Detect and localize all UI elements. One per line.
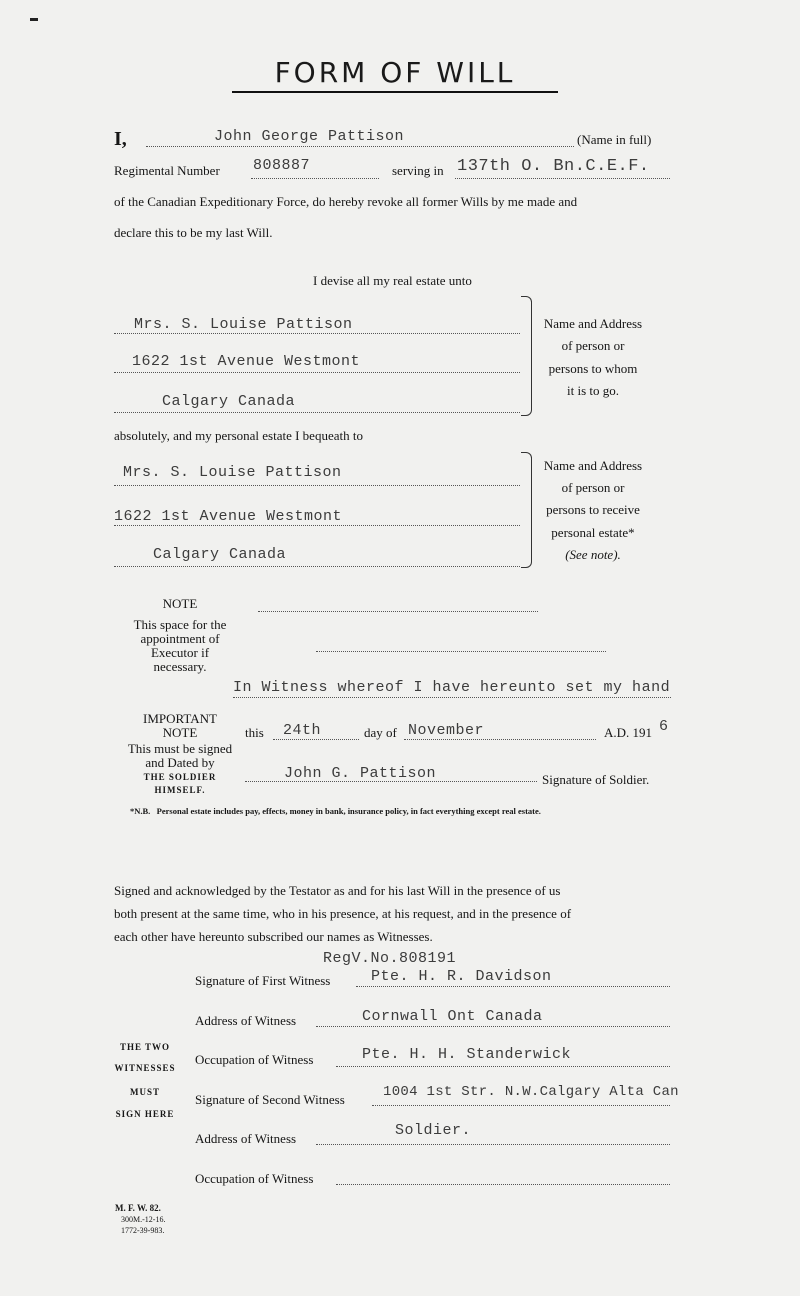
personal-estate-side-3: persons to receive xyxy=(546,502,640,517)
name-dotted-line xyxy=(146,146,574,147)
date-day-of-label: day of xyxy=(364,725,397,740)
two-witnesses-1: THE TWO xyxy=(119,1042,171,1052)
soldier-signature-label: Signature of Soldier. xyxy=(542,772,650,787)
date-day-dotted xyxy=(273,739,359,740)
executor-note-line-1: This space for the xyxy=(133,617,227,632)
personal-estate-line-1: Mrs. S. Louise Pattison xyxy=(123,464,342,481)
regimental-dotted-line xyxy=(251,178,379,179)
personal-estate-brace xyxy=(521,452,532,568)
scan-mark xyxy=(30,18,38,21)
real-estate-side-4: it is to go. xyxy=(566,383,619,398)
real-estate-dotted-3 xyxy=(114,412,520,413)
important-note-5: THE SOLDIER xyxy=(143,772,217,782)
first-witness-signature-value: Pte. H. R. Davidson xyxy=(371,968,552,985)
real-estate-dotted-1 xyxy=(114,333,520,334)
important-note-4: and Dated by xyxy=(145,755,215,770)
footnote: *N.B. Personal estate includes pay, effects, money in bank, insurance policy, in fact everything except real estate. xyxy=(130,806,541,816)
first-witness-occupation-dotted xyxy=(336,1066,670,1067)
personal-estate-side-2: of person or xyxy=(561,480,625,495)
first-witness-occupation-value: Pte. H. H. Standerwick xyxy=(362,1046,572,1063)
attestation-line-2: both present at the same time, who in his presence, at his request, and in the presence of xyxy=(114,906,572,921)
regimental-number: 808887 xyxy=(253,157,311,174)
form-code-3: 1772-39-983. xyxy=(121,1226,165,1235)
regimental-label: Regimental Number xyxy=(114,163,220,178)
second-witness-address-label: Address of Witness xyxy=(195,1131,297,1146)
witness-regt-no: RegV.No.808191 xyxy=(323,950,457,967)
form-code-2: 300M.-12-16. xyxy=(121,1215,166,1224)
second-witness-signature-value: 1004 1st Str. N.W.Calgary Alta Can xyxy=(383,1084,679,1100)
real-estate-dotted-2 xyxy=(114,372,520,373)
witness-whereof-line: In Witness whereof I have hereunto set my hand xyxy=(233,679,671,696)
second-witness-address-dotted xyxy=(316,1144,670,1145)
first-witness-address-label: Address of Witness xyxy=(195,1013,297,1028)
serving-label: serving in xyxy=(392,163,444,178)
personal-estate-line-3: Calgary Canada xyxy=(153,546,287,563)
real-estate-brace xyxy=(521,296,532,416)
first-witness-occupation-label: Occupation of Witness xyxy=(195,1052,314,1067)
second-witness-address-value: Soldier. xyxy=(395,1122,472,1139)
date-this-label: this xyxy=(245,725,264,740)
real-estate-intro: I devise all my real estate unto xyxy=(313,273,472,288)
important-note-6: HIMSELF. xyxy=(154,785,206,795)
revoke-text-2: declare this to be my last Will. xyxy=(114,225,273,240)
date-ad-label: A.D. 191 xyxy=(604,725,653,740)
attestation-line-1: Signed and acknowledged by the Testator as and for his last Will in the presence of us xyxy=(114,883,561,898)
two-witnesses-3: MUST xyxy=(129,1087,160,1097)
name-hint: (Name in full) xyxy=(577,132,652,147)
executor-dotted-1 xyxy=(258,611,538,612)
unit-value: 137th O. Bn.C.E.F. xyxy=(457,157,650,176)
first-witness-address-value: Cornwall Ont Canada xyxy=(362,1008,543,1025)
unit-dotted-line xyxy=(455,178,670,179)
personal-estate-dotted-2 xyxy=(114,525,520,526)
revoke-text-1: of the Canadian Expeditionary Force, do hereby revoke all former Wills by me made and xyxy=(114,194,578,209)
date-month-dotted xyxy=(404,739,596,740)
executor-dotted-2 xyxy=(316,651,606,652)
soldier-signature-value: John G. Pattison xyxy=(284,765,437,782)
witness-whereof-dotted xyxy=(233,697,671,698)
date-month-value: November xyxy=(408,722,485,739)
real-estate-side-2: of person or xyxy=(561,338,625,353)
attestation-line-3: each other have hereunto subscribed our names as Witnesses. xyxy=(114,929,433,944)
first-witness-signature-dotted xyxy=(356,986,670,987)
first-witness-address-dotted xyxy=(316,1026,670,1027)
date-day-value: 24th xyxy=(283,722,322,739)
important-note-3: This must be signed xyxy=(127,741,233,756)
testator-name: John George Pattison xyxy=(214,128,405,145)
two-witnesses-2: WITNESSES xyxy=(114,1063,176,1073)
real-estate-line-3: Calgary Canada xyxy=(162,393,296,410)
personal-estate-line-2: 1622 1st Avenue Westmont xyxy=(114,508,343,525)
second-witness-occupation-dotted xyxy=(336,1184,670,1185)
real-estate-line-2: 1622 1st Avenue Westmont xyxy=(132,353,361,370)
real-estate-side-3: persons to whom xyxy=(548,361,638,376)
second-witness-signature-label: Signature of Second Witness xyxy=(195,1092,345,1107)
two-witnesses-4: SIGN HERE xyxy=(115,1109,175,1119)
personal-estate-dotted-1 xyxy=(114,485,520,486)
personal-estate-intro: absolutely, and my personal estate I bequeath to xyxy=(114,428,363,443)
first-witness-signature-label: Signature of First Witness xyxy=(195,973,331,988)
important-note-1: IMPORTANT xyxy=(142,711,217,726)
personal-estate-dotted-3 xyxy=(114,566,520,567)
page-title: FORM OF WILL xyxy=(232,56,558,93)
real-estate-line-1: Mrs. S. Louise Pattison xyxy=(134,316,353,333)
personal-estate-side-5: (See note). xyxy=(565,547,621,562)
real-estate-side-1: Name and Address xyxy=(543,316,643,331)
personal-estate-side-1: Name and Address xyxy=(543,458,643,473)
important-note-2: NOTE xyxy=(162,725,198,740)
executor-note-heading: NOTE xyxy=(162,596,198,611)
second-witness-occupation-label: Occupation of Witness xyxy=(195,1171,314,1186)
form-code-1: M. F. W. 82. xyxy=(115,1203,161,1213)
testator-prefix: I, xyxy=(114,128,127,150)
executor-note-line-3: Executor if xyxy=(150,645,210,660)
executor-note-line-4: necessary. xyxy=(153,659,207,674)
second-witness-signature-dotted xyxy=(372,1105,670,1106)
executor-note-line-2: appointment of xyxy=(140,631,220,646)
personal-estate-side-4: personal estate* xyxy=(551,525,635,540)
date-year-digit: 6 xyxy=(659,718,669,735)
